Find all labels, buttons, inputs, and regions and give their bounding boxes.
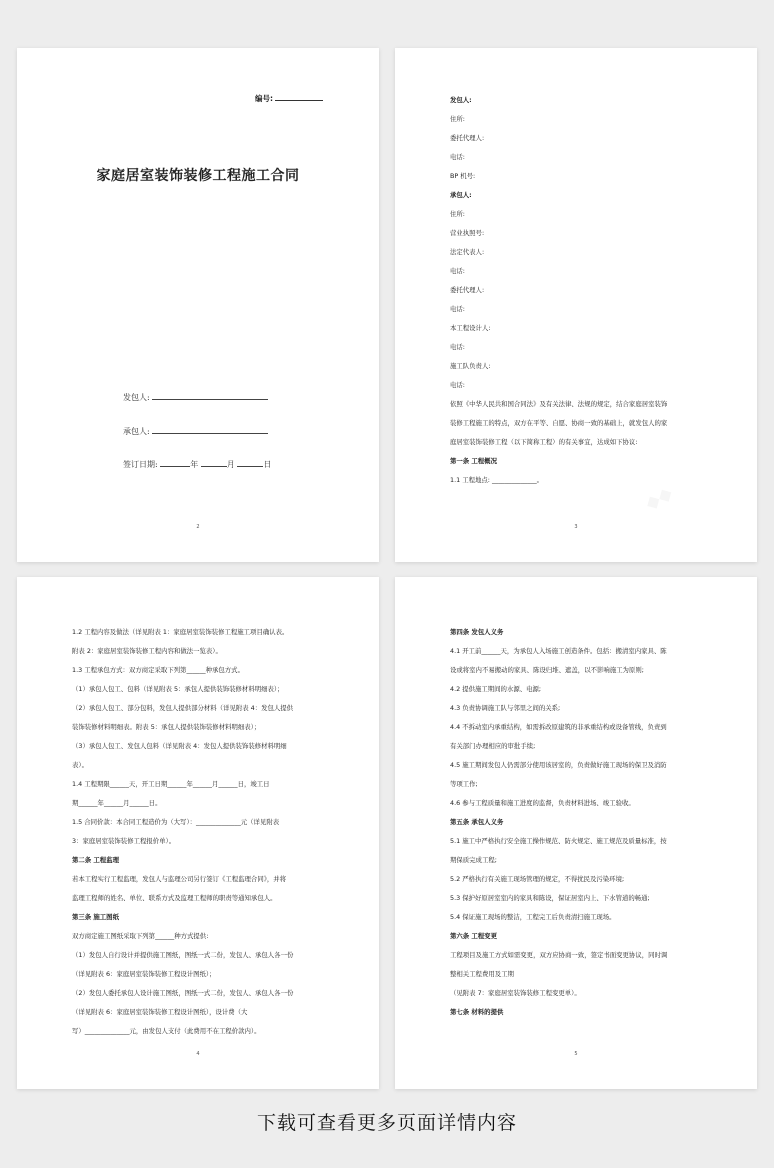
- employer-label: 发包人:: [123, 393, 150, 402]
- text-line: 附表 2：家庭居室装饰装修工程内容和做法一览表）。: [72, 647, 222, 655]
- employer-signature: [123, 391, 268, 403]
- page-cover: [17, 48, 379, 562]
- text-line: 4.1 开工前______天，为承包人入场施工创造条件。包括：搬清室内家具、陈: [450, 647, 667, 655]
- day-label: 日: [263, 460, 272, 469]
- text-line: 表）。: [72, 761, 88, 769]
- text-line: 依照《中华人民共和国合同法》及有关法律、法规的规定，结合家庭居室装饰: [450, 400, 668, 408]
- text-line: （2）承包人包工、部分包料，发包人提供部分材料（详见附表 4：发包人提供: [72, 704, 294, 712]
- text-line: 1.5 合同价款：本合同工程造价为（大写）：______________元（详见附表: [72, 818, 280, 826]
- text-line: 工程项目及施工方式如需变更，双方应协商一致，签定书面变更协议，同时调: [450, 951, 668, 959]
- text-line: 3：家庭居室装饰装修工程报价单）。: [72, 837, 176, 845]
- text-line: 4.4 不拆动室内承重结构，如需拆改原建筑的非承重结构或设备管线，负责到: [450, 723, 667, 731]
- text-line: 装饰装修材料明细表。附表 5：承包人提供装饰装修材料明细表）；: [72, 723, 261, 731]
- contract-title: 家庭居室装饰装修工程施工合同: [96, 168, 300, 184]
- page-clauses-2: [395, 577, 757, 1089]
- text-line: 若本工程实行工程监理，发包人与监理公司另行签订《工程监理合同》，并将: [72, 875, 287, 883]
- text-line: （见附表 7：家庭居室装饰装修工程变更单）。: [450, 989, 581, 997]
- text-line: （2）发包人委托承包人设计施工图纸，图纸一式二份，发包人、承包人各一份: [72, 989, 294, 997]
- text-line: 住所:: [450, 210, 465, 218]
- page-clauses-1: [17, 577, 379, 1089]
- text-line: 5.4 保证施工现场的整洁，工程完工后负责清扫施工现场。: [450, 913, 616, 921]
- page-text: [450, 623, 714, 1022]
- text-line: 电话:: [450, 267, 465, 275]
- section-heading: 第一条 工程概况: [450, 457, 497, 465]
- text-line: 电话:: [450, 305, 465, 313]
- section-heading: 第七条 材料的提供: [450, 1008, 504, 1016]
- text-line: 4.6 参与工程质量和施工进度的监督，负责材料进场、竣工验收。: [450, 799, 635, 807]
- employer-underline: [152, 391, 268, 400]
- text-line: 监理工程师的姓名、单位、联系方式及监理工程师的职责等通知承包人。: [72, 894, 277, 902]
- day-underline: [237, 458, 263, 467]
- date-label: 签订日期:: [123, 460, 158, 469]
- text-line: （详见附表 6：家庭居室装饰装修工程设计图纸）；: [72, 970, 216, 978]
- download-more-banner[interactable]: 下载可查看更多页面详情内容: [256, 1112, 517, 1134]
- text-line: 有关部门办理相应的审批手续;: [450, 742, 536, 750]
- contractor-underline: [152, 425, 268, 434]
- section-heading: 第五条 承包人义务: [450, 818, 504, 826]
- page-text: [72, 623, 336, 1041]
- text-line: （1）发包人自行设计并提供施工图纸，图纸一式二份，发包人、承包人各一份: [72, 951, 294, 959]
- text-line: （详见附表 6：家庭居室装饰装修工程设计图纸），设计费（大: [72, 1008, 248, 1016]
- section-heading: 第四条 发包人义务: [450, 628, 504, 636]
- text-line: 1.4 工程期限______天，开工日期______年______月______日，竣工日: [72, 780, 270, 788]
- text-line: 委托代理人:: [450, 286, 485, 294]
- serial-underline: [275, 93, 323, 101]
- page-text: [450, 91, 714, 490]
- text-line: 本工程设计人:: [450, 324, 491, 332]
- text-line: 4.3 负责协调施工队与邻里之间的关系;: [450, 704, 561, 712]
- text-line: （3）承包人包工、发包人包料（详见附表 4：发包人提供装饰装修材料明细: [72, 742, 287, 750]
- text-line: 法定代表人:: [450, 248, 485, 256]
- page-number: 3: [574, 524, 578, 530]
- text-line: 等项工作;: [450, 780, 478, 788]
- section-heading: 第三条 施工图纸: [72, 913, 119, 921]
- section-heading: 承包人:: [450, 191, 472, 199]
- text-line: 1.1 工程地点: ______________。: [450, 476, 544, 484]
- text-line: 庭居室装饰装修工程（以下简称工程）的有关事宜，达成如下协议:: [450, 438, 638, 446]
- text-line: 电话:: [450, 381, 465, 389]
- text-line: 整相关工程费用及工期: [450, 970, 514, 978]
- text-line: 5.3 保护好原居室室内的家具和陈设，保证居室内上、下水管道的畅通;: [450, 894, 650, 902]
- year-label: 年: [190, 460, 199, 469]
- text-line: 住所:: [450, 115, 465, 123]
- text-line: 5.1 施工中严格执行安全施工操作规范、防火规定、施工规范及质量标准，按: [450, 837, 667, 845]
- text-line: 5.2 严格执行有关施工现场管理的规定，不得扰民及污染环境;: [450, 875, 625, 883]
- text-line: 装修工程施工的特点，双方在平等、自愿、协商一致的基础上，就发包人的家: [450, 419, 668, 427]
- month-underline: [201, 458, 227, 467]
- section-heading: 第六条 工程变更: [450, 932, 497, 940]
- text-line: 施工队负责人:: [450, 362, 491, 370]
- sign-date: [123, 458, 271, 470]
- month-label: 月: [226, 460, 235, 469]
- text-line: （1）承包人包工、包料（详见附表 5：承包人提供装饰装修材料明细表）；: [72, 685, 284, 693]
- text-line: 双方商定施工图纸采取下列第______种方式提供:: [72, 932, 209, 940]
- text-line: 4.2 提供施工期间的水源、电源;: [450, 685, 542, 693]
- section-heading: 发包人:: [450, 96, 472, 104]
- text-line: 4.5 施工期间发包人仍需部分使用该居室的，负责做好施工现场的保卫及消防: [450, 761, 667, 769]
- text-line: BP 机号:: [450, 172, 476, 180]
- text-line: 写）______________元，由发包人支付（此费用不在工程价款内）。: [72, 1027, 261, 1035]
- text-line: 1.2 工程内容及做法（详见附表 1：家庭居室装饰装修工程施工项目确认表。: [72, 628, 289, 636]
- text-line: 营业执照号:: [450, 229, 485, 237]
- year-underline: [160, 458, 190, 467]
- text-line: 电话:: [450, 153, 465, 161]
- page-number: 2: [196, 524, 200, 530]
- page-parties: [395, 48, 757, 562]
- page-number: 5: [574, 1051, 578, 1057]
- serial-number-field: [255, 93, 323, 104]
- contractor-label: 承包人:: [123, 427, 150, 436]
- text-line: 期保质完成工程;: [450, 856, 497, 864]
- text-line: 委托代理人:: [450, 134, 485, 142]
- text-line: 期______年______月______日。: [72, 799, 162, 807]
- serial-label: 编号:: [255, 94, 273, 103]
- section-heading: 第二条 工程监理: [72, 856, 119, 864]
- contractor-signature: [123, 425, 268, 437]
- text-line: 设或将室内不易搬动的家具、陈设归堆、遮盖，以不影响施工为原则;: [450, 666, 644, 674]
- page-number: 4: [196, 1051, 200, 1057]
- text-line: 1.3 工程承包方式：双方商定采取下列第______种承包方式。: [72, 666, 244, 674]
- text-line: 电话:: [450, 343, 465, 351]
